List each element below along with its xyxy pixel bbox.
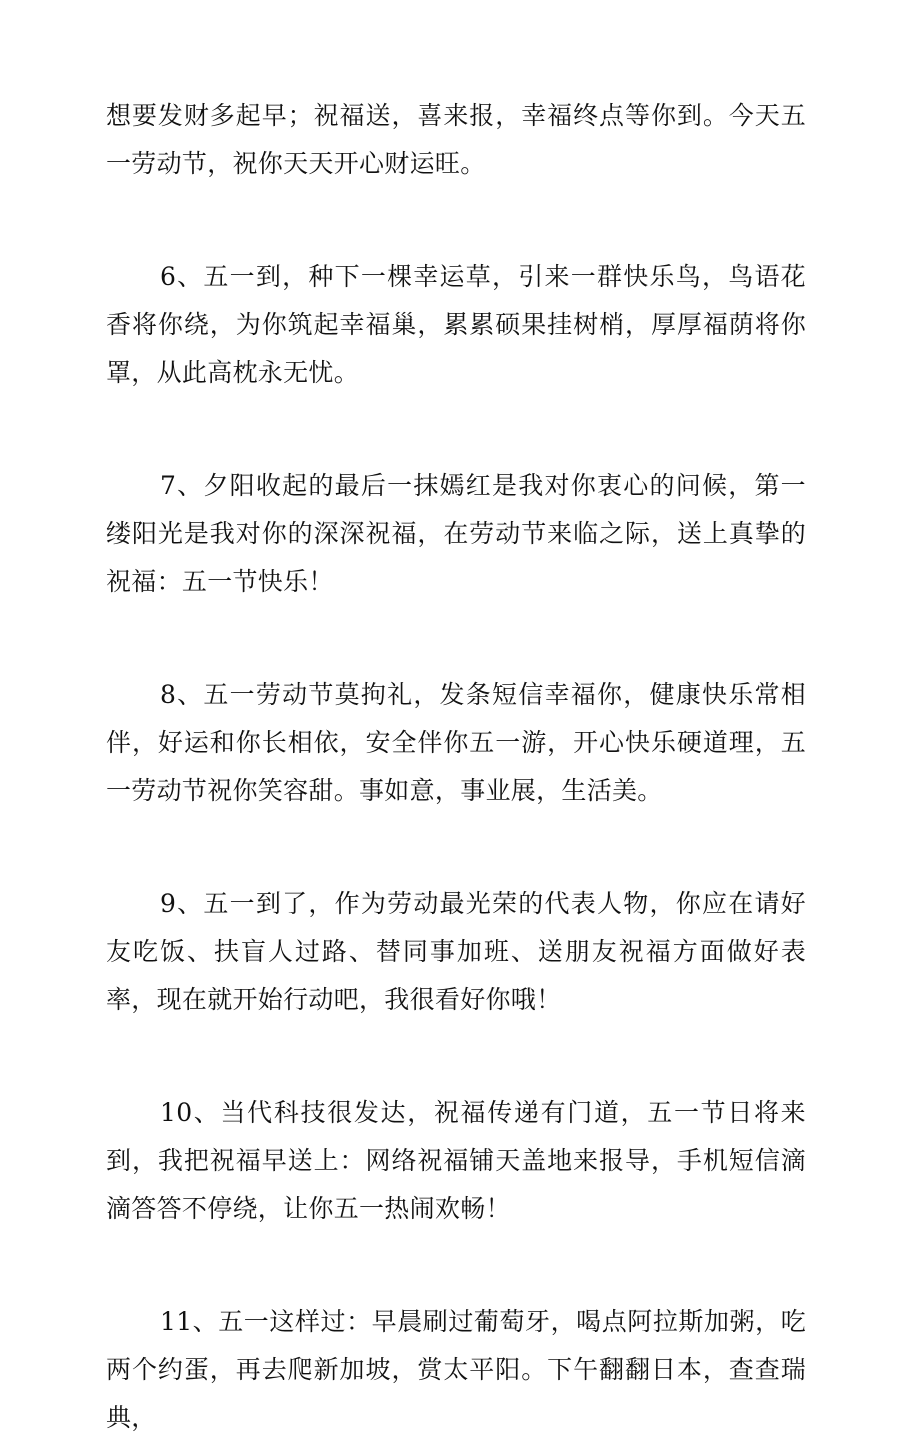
paragraph-continuation: 想要发财多起早；祝福送，喜来报，幸福终点等你到。今天五一劳动节，祝你天天开心财运旺。 xyxy=(106,101,806,178)
paragraph-6: 6、五一到，种下一棵幸运草，引来一群快乐鸟，鸟语花香将你绕，为你筑起幸福巢，累累硕果挂树梢，厚厚福荫将你罩，从此高枕永无忧。 xyxy=(106,262,806,387)
paragraph-7: 7、夕阳收起的最后一抹嫣红是我对你衷心的问候，第一缕阳光是我对你的深深祝福，在劳动节来临之际，送上真挚的祝福：五一节快乐！ xyxy=(106,471,806,596)
paragraph-9: 9、五一到了，作为劳动最光荣的代表人物，你应在请好友吃饭、扶盲人过路、替同事加班、送朋友祝福方面做好表率，现在就开始行动吧，我很看好你哦！ xyxy=(106,889,806,1014)
paragraph-8: 8、五一劳动节莫拘礼，发条短信幸福你，健康快乐常相伴，好运和你长相依，安全伴你五一游，开心快乐硬道理，五一劳动节祝你笑容甜。事如意，事业展，生活美。 xyxy=(106,680,806,805)
document-page xyxy=(106,92,806,1442)
paragraph-10: 10、当代科技很发达，祝福传递有门道，五一节日将来到，我把祝福早送上：网络祝福铺天盖地来报导，手机短信滴滴答答不停绕，让你五一热闹欢畅！ xyxy=(106,1098,806,1223)
paragraph-11: 11、五一这样过：早晨刷过葡萄牙，喝点阿拉斯加粥，吃两个约蛋，再去爬新加坡，赏太平阳。下午翻翻日本，查查瑞典， xyxy=(106,1307,806,1432)
